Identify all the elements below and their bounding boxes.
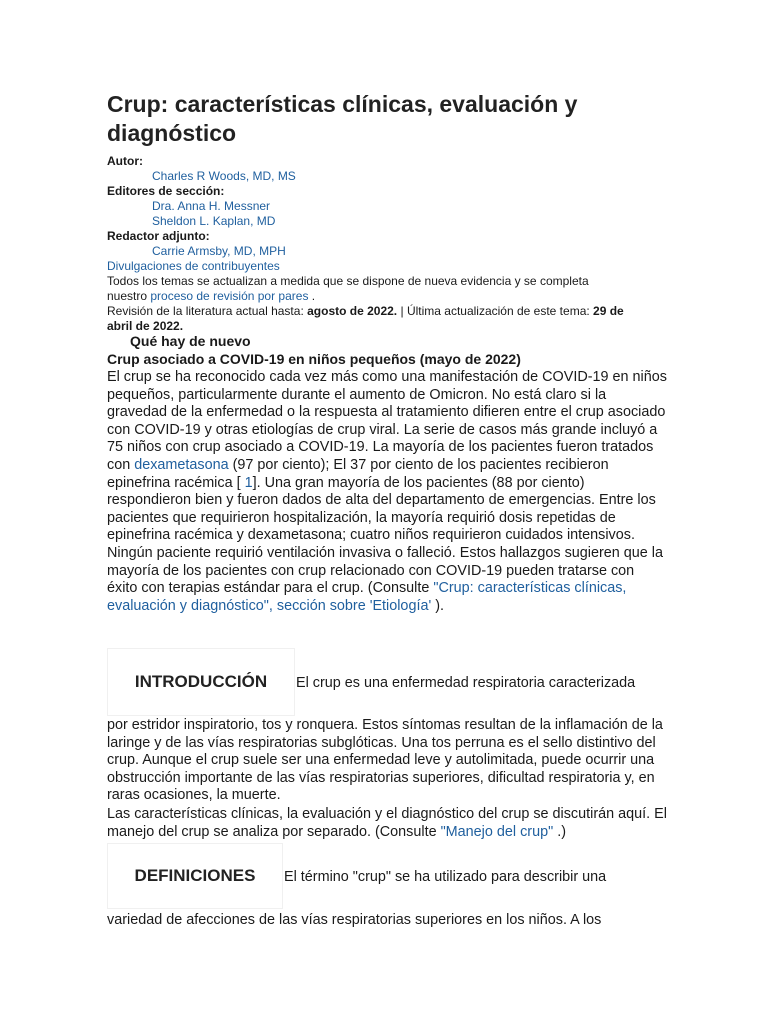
author-link[interactable]: Charles R Woods, MD, MS xyxy=(152,169,296,183)
peer-review-link[interactable]: proceso de revisión por pares xyxy=(150,289,309,303)
update-text-pre: nuestro xyxy=(107,289,151,303)
intro-paragraph-2 xyxy=(107,806,667,841)
deputy-label: Redactor adjunto: xyxy=(107,229,210,243)
intro-inline-text: El crup es una enfermedad respiratoria caracterizada xyxy=(296,675,636,691)
editors-label: Editores de sección: xyxy=(107,184,225,198)
disclosures-link[interactable]: Divulgaciones de contribuyentes xyxy=(107,259,280,273)
covid-text-3: ]. Una gran mayoría de los pacientes (88 por ciento) respondieron bien y fueron dados de alta del departamento de emergencias. Entre los pacientes que requirieron hospitalización, la mayoría requirió dosis repetidas de epinefrina racémica y dexametasona; cuatro niños requirieron cuidados intensivos. Ningún paciente requirió ventilación invasiva o falleció. Estos hallazgos sugieren que la mayoría de los pacientes con crup relacionado con COVID-19 pueden tratarse con éxito con terapias estándar para el crup. (Consulte xyxy=(107,474,663,597)
covid-paragraph xyxy=(107,369,667,615)
review-label: Revisión de la literatura actual hasta: xyxy=(107,304,308,318)
covid-text-2: (97 por ciento); El 37 por ciento de los pacientes recibieron epinefrina racémica [ xyxy=(107,456,609,491)
update-label: | Última actualización de este tema: xyxy=(397,304,594,318)
review-line xyxy=(107,304,667,319)
covid-text-1: El crup se ha reconocido cada vez más como una manifestación de COVID-19 en niños pequeños, particularmente durante el aumento de Omicron. No está claro si la gravedad de la enfermedad o la respuesta al tratamiento difieren entre el crup asociado con COVID-19 y otras etiologías de crup viral. La serie de casos más grande incluyó a 75 niños con crup asociado a COVID-19. La mayoría de los pacientes fueron tratados con xyxy=(107,369,667,473)
updated-date-part1: 29 de xyxy=(593,304,624,318)
editor-link[interactable]: Dra. Anna H. Messner xyxy=(152,199,271,213)
etiology-section-link[interactable]: "Crup: características clínicas, evaluación y diagnóstico", sección sobre 'Etiología' xyxy=(107,580,627,614)
reference-link[interactable]: 1 xyxy=(244,474,253,491)
update-text: Todos los temas se actualizan a medida que se dispone de nueva evidencia y se completa xyxy=(107,274,589,288)
croup-management-link[interactable]: "Manejo del crup" xyxy=(440,823,554,840)
whats-new-heading: Qué hay de nuevo xyxy=(130,333,251,349)
intro-heading: INTRODUCCIÓN xyxy=(134,672,268,691)
updated-date-part2: abril de 2022. xyxy=(107,319,184,333)
intro-text-pre: Las características clínicas, la evaluación y el diagnóstico del crup se discutirán aquí. El manejo del crup se analiza por separado. (Consulte xyxy=(107,806,667,840)
editor-link[interactable]: Sheldon L. Kaplan, MD xyxy=(152,214,276,228)
author-label: Autor: xyxy=(107,154,143,168)
update-text-post: . xyxy=(308,289,316,303)
intro-text-post: .) xyxy=(553,823,566,840)
intro-paragraph: por estridor inspiratorio, tos y ronquera. Estos síntomas resultan de la inflamación de la laringe y de las vías respiratorias subglóticas. Una tos perruna es el sello distintivo del crup. Aunque el crup suele ser una enfermedad leve y autolimitada, puede ocurrir una obstrucción importante de las vías respiratorias superiores, dificultad respiratoria y, en raras ocasiones, la muerte. xyxy=(107,717,663,804)
covid-text-4: ). xyxy=(431,597,444,614)
update-text-line2 xyxy=(107,289,667,304)
review-date: agosto de 2022. xyxy=(307,304,398,318)
deputy-link[interactable]: Carrie Armsby, MD, MPH xyxy=(152,244,286,258)
definitions-inline-text: El término "crup" se ha utilizado para describir una xyxy=(284,869,607,885)
dexamethasone-link[interactable]: dexametasona xyxy=(134,456,229,473)
definitions-paragraph: variedad de afecciones de las vías respiratorias superiores en los niños. A los xyxy=(107,912,602,928)
definitions-heading-box xyxy=(107,843,283,909)
page-title: Crup: características clínicas, evaluación y diagnóstico xyxy=(107,91,578,146)
definitions-heading: DEFINICIONES xyxy=(134,866,256,885)
covid-heading: Crup asociado a COVID-19 en niños pequeños (mayo de 2022) xyxy=(107,351,521,367)
intro-heading-box xyxy=(107,648,295,716)
meta-block xyxy=(107,154,667,334)
